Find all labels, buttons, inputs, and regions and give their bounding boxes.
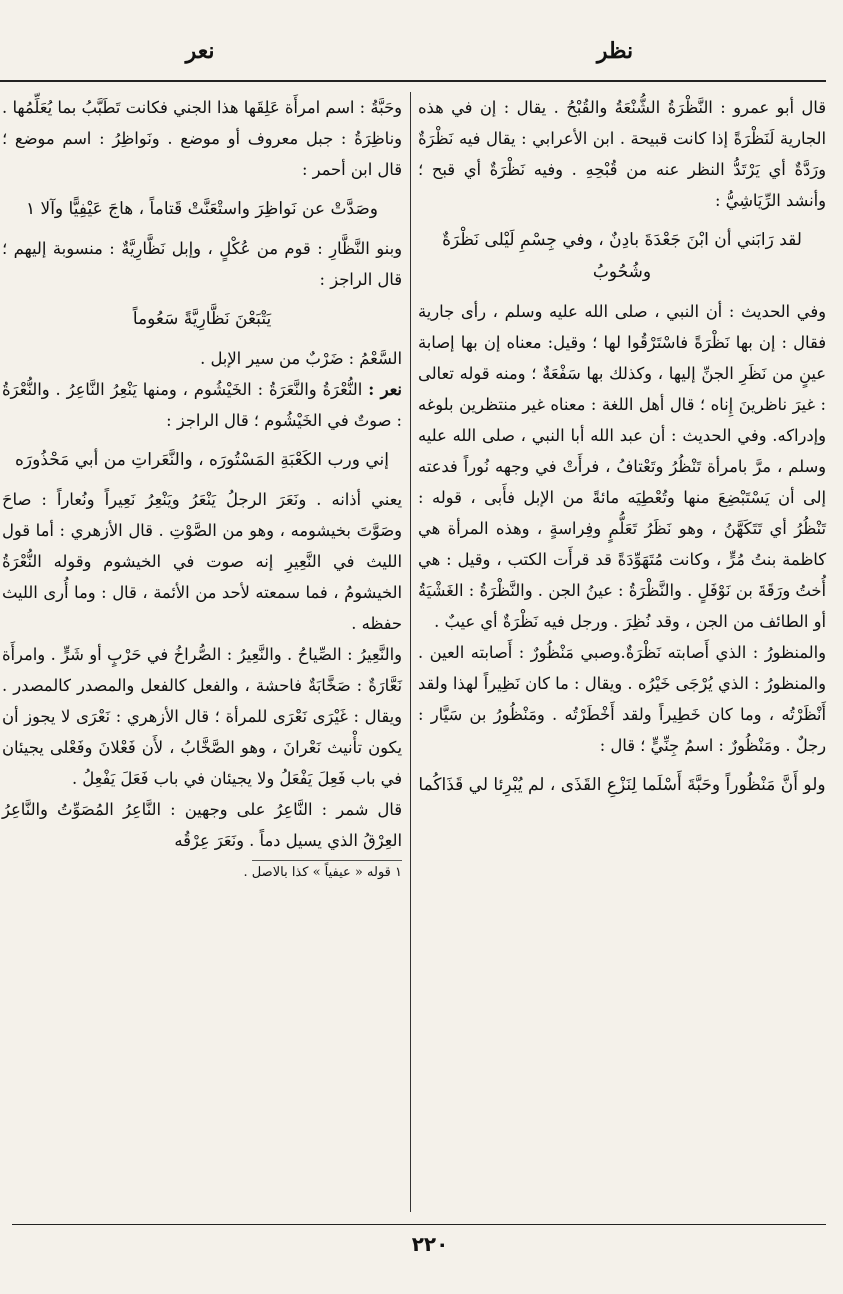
footnote: ١ قوله « عيفياً » كذا بالاصل . xyxy=(243,865,402,880)
paragraph: والمنظورُ : الذي أَصابته نَظْرَةٌ.وصبي مَنْظُورٌ : أَصابته العين . والمنظورُ : الذي يُرْجَى خَيْرُه . ويقال : ما كان نَظِيراً لهذا ولقد أَنْظَرْتُه ، وما كان خَطِيراً ولقد أَخْطَرْتُه . ومَنْظُورُ بن سَيَّار : رجلٌ . ومَنْظُورٌ : اسمُ جِنِّيٍّ ؛ قال : xyxy=(418,643,826,755)
paragraph: قال أبو عمرو : النَّظْرَةُ الشُّنْعَةُ والقُبْحُ . يقال : إن في هذه الجارية لَنَظْرَةً إذا كانت قبيحة . ابن الأعرابي : يقال فيه نَظْرَةٌ ورَدَّةٌ أي يَرْتَدُّ النظر عنه من قُبْحِهِ . وفيه نَظْرَةٌ أي قبح ؛ وأنشد الرِّيَاشِيُّ : xyxy=(418,98,826,210)
verse: وصَدَّتْ عن نَواظِرَ واستْعَنَّتْ قَتاماً ، هاجَ عَيْفِيًّا وآلا ١ xyxy=(25,199,379,219)
footer-rule xyxy=(12,1224,826,1225)
footnote-rule xyxy=(252,860,402,861)
paragraph: وحَبَّةُ : اسم امرأَة عَلِقَها هذا الجني فكانت تَطَبَّبُ بما يُعَلِّمُها . وناظِرَةُ : جبل معروف أو موضع . ونَواظِرُ : اسم موضع ؛ قال ابن أحمر : xyxy=(2,98,402,179)
verse: لقد رَابَني أن ابْنَ جَعْدَةَ بادِنٌ ، وفي جِسْمِ لَيْلى نَظْرَةٌ وشُحُوبُ xyxy=(442,230,802,282)
right-column xyxy=(418,92,826,809)
verse: ولو أَنَّ مَنْظُوراً وحَبَّةَ أَسْلَما لِنَزْعِ القَذَى ، لم يُبْرِئا لي قَذَاكُما xyxy=(418,775,826,795)
paragraph: يعني أذانه . ونَعَرَ الرجلُ يَنْعَرُ ويَنْعِرُ نَعِيراً ونُعاراً : صاحَ وصَوَّتَ بخيشومه ، وهو من الصَّوْتِ . قال الأزهري : أما قول الليث في النَّعِيرِ إنه صوت في الخيشوم وقوله النُّعْرَةُ الخيشومُ ، فما سمعته لأحد من الأئمة ، قال : وما أُرى الليث حفظه . xyxy=(2,490,402,633)
running-header-right: نظر xyxy=(596,38,634,64)
entry-headword: نعر : xyxy=(368,380,402,399)
paragraph: والنَّعِيرُ : الصِّياحُ . والنَّعِيرُ : الصُّراخُ في حَرْبٍ أو شَرٍّ . وامرأَة نَعَّارَةٌ : صَخَّابَةٌ فاحشة ، والفعل كالفعل والمصدر كالمصدر . ويقال : غَيْرَى نَعْرَى للمرأة ؛ قال الأزهري : نَعْرَى لا يجوز أن يكون تأْنيث نَعْرانَ ، وهو الصَّخَّابُ ، لأَن فَعْلانَ وفَعْلى يجيئان في باب فَعِلَ يَفْعَلُ ولا يجيئان في باب فَعَلَ يَفْعِلُ . xyxy=(2,645,402,788)
page-number: ٢٢٠ xyxy=(411,1232,449,1256)
paragraph: وبنو النَّظَّارِ : قوم من عُكْلٍ ، وإبل نَظَّارِيَّةٌ : منسوبة إليهم ؛ قال الراجز : xyxy=(2,239,402,289)
entry-paragraph xyxy=(2,374,402,436)
paragraph: قال شمر : النَّاعِرُ على وجهين : النَّاعِرُ المُصَوِّتُ والنَّاعِرُ العِرْقُ الذي يسيل دماً . ونَعَرَ عِرْقُه xyxy=(2,800,402,850)
entry-text: النُّعْرَةُ والنَّعَرَةُ : الخَيْشُوم ، ومنها يَنْعِرُ النَّاعِرُ . والنُّعْرَةُ : صوتٌ في الخَيْشُوم ؛ قال الراجز : xyxy=(2,380,402,430)
verse: إني ورب الكَعْبَةِ المَسْتُورَه ، والنَّعَراتِ من أبي مَحْذُورَه xyxy=(15,450,389,470)
header-rule xyxy=(0,80,826,82)
column-divider xyxy=(410,92,411,1212)
running-header-left: نعر xyxy=(185,38,215,64)
verse: يَتْبَعْنَ نَظَّارِيَّةً سَعُوماً xyxy=(132,309,272,329)
left-column xyxy=(2,92,402,883)
paragraph: وفي الحديث : أن النبي ، صلى الله عليه وسلم ، رأى جارية فقال : إن بها نَظْرَةً فاسْتَرْقُوا لها ؛ وقيل: معناه إن بها إصابة عينٍ من نَظَرِ الجنِّ إليها ، وكذلك بها سَفْعَةٌ ؛ ومنه قوله تعالى : غيرَ ناظرينَ إِناه ؛ قال أهل اللغة : معناه غير منتظرين بلوغه وإدراكه. وفي الحديث : أن عبد الله أبا النبي ، صلى الله عليه وسلم ، مرَّ بامرأة تَنْظُرُ وتَعْتافُ ، فرأَتْ في وجهه نُوراً فدعته إلى أن يَسْتَبْضِعَ منها وتُعْطِيَه مائةً من الإبل فأَبى ، قوله : تَنْظُرُ أي تَتَكَهَّنُ ، وهو نَظَرُ تَعَلُّمٍ وفِراسةٍ ، وهذه المرأة هي كاظمة بنتُ مُرٍّ ، وكانت مُتَهَوِّدَةً قد قرأَت الكتب ، وقيل : هي أُختُ ورَقَةَ بن نَوْفَلٍ . والنَّظْرَةُ : عينُ الجن . والنَّظْرَةُ : الغَشْيَةُ أو الطائف من الجن ، وقد نُظِرَ . ورجل فيه نَظْرَةٌ أي عيبٌ . xyxy=(418,302,826,631)
paragraph: السَّعْمُ : ضَرْبٌ من سير الإبل . xyxy=(200,349,402,368)
